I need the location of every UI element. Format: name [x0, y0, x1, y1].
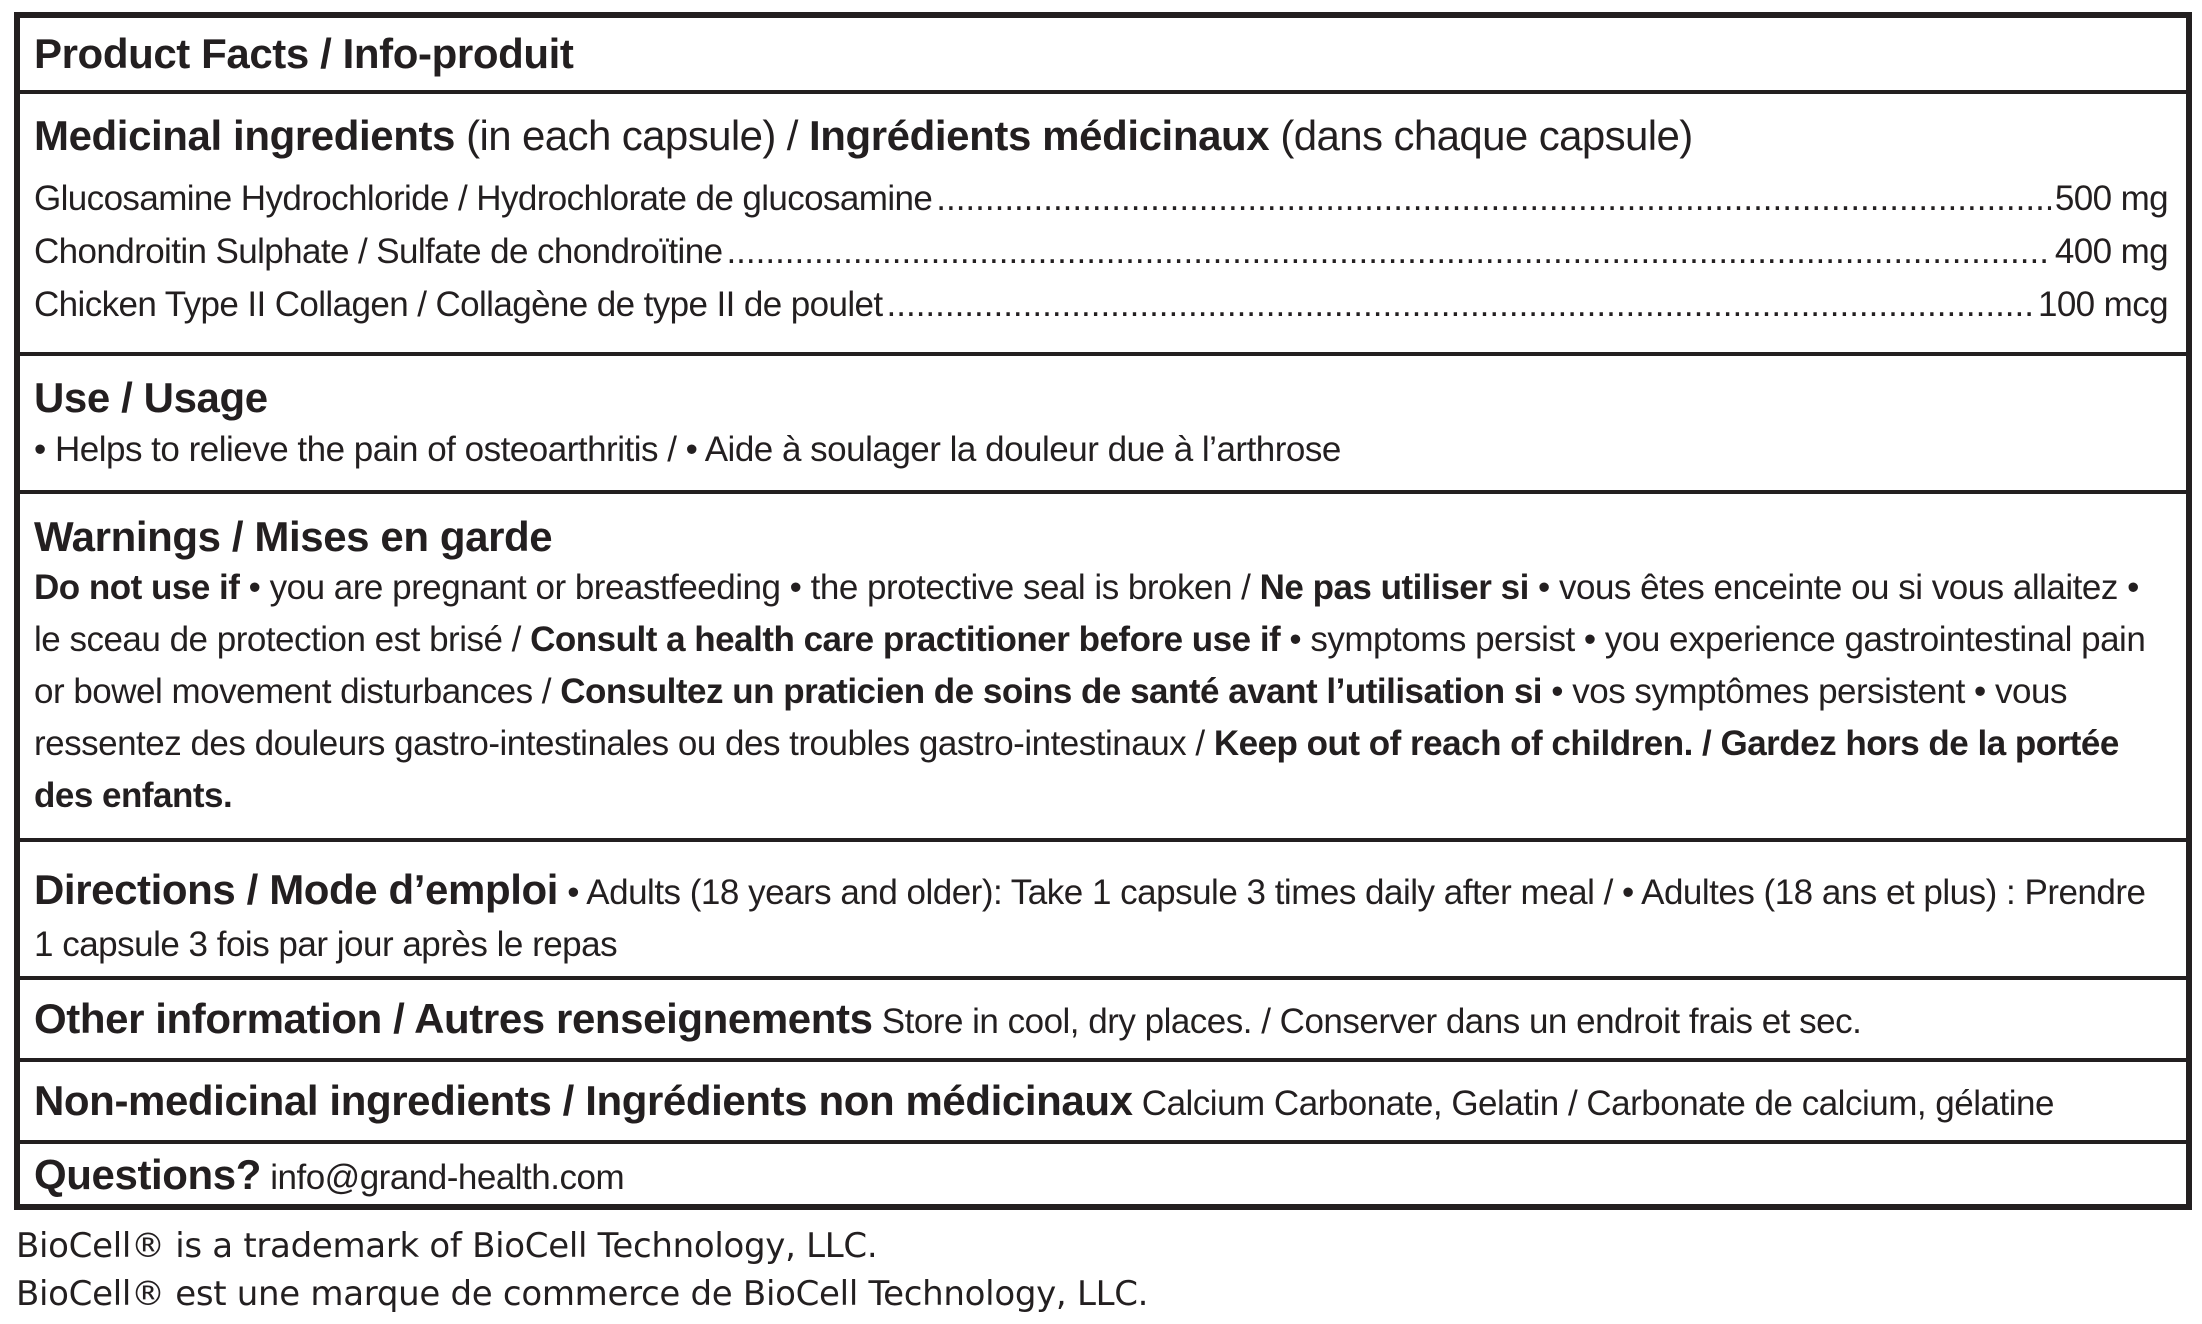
questions-heading: Questions?: [34, 1151, 262, 1198]
use-heading: Use / Usage: [34, 374, 268, 421]
questions-section: [20, 1144, 2186, 1204]
use-text: • Helps to relieve the pain of osteoarthritis / • Aide à soulager la douleur due à l’arthrose: [34, 430, 1341, 469]
warnings-part-2: • vous êtes enceinte ou si vous allaitez • le sceau de protection est brisé /: [34, 568, 2139, 659]
directions-heading: Directions / Mode d’emploi: [34, 866, 558, 913]
do-not-use-label: Do not use if: [34, 568, 240, 607]
dot-leader: [936, 172, 2051, 225]
other-information-section: [20, 980, 2186, 1062]
consult-fr-label: Consultez un praticien de soins de santé avant l’utilisation si: [560, 672, 1543, 711]
non-medicinal-row: [34, 1062, 2186, 1144]
other-information-heading: Other information / Autres renseignements: [34, 995, 873, 1042]
warnings-part-1: • you are pregnant or breastfeeding • the protective seal is broken /: [239, 568, 1260, 607]
dot-leader: [726, 225, 2050, 278]
ingredient-amount: 500 mg: [2054, 179, 2168, 218]
warnings-heading: Warnings / Mises en garde: [34, 513, 553, 560]
medicinal-ingredients-section: [20, 94, 2186, 356]
contact-email: info@grand-health.com: [261, 1158, 625, 1197]
product-facts-panel: [14, 12, 2192, 1210]
non-medicinal-heading: Non-medicinal ingredients / Ingrédients non médicinaux: [34, 1077, 1133, 1124]
other-information-row: [34, 980, 2186, 1062]
panel-title: Product Facts / Info-produit: [34, 30, 574, 77]
ne-pas-utiliser-label: Ne pas utiliser si: [1259, 568, 1529, 607]
ingredient-row: [34, 278, 2186, 331]
warnings-section: [20, 494, 2186, 842]
ingredient-amount: 100 mcg: [2037, 285, 2168, 324]
dot-leader: [887, 278, 2034, 331]
non-medicinal-section: [20, 1062, 2186, 1144]
directions-section: [20, 842, 2186, 980]
warnings-part-3: • symptoms persist • you experience gastrointestinal pain or bowel movement disturbances /: [34, 620, 2146, 711]
heading-note-en: (in each capsule) /: [455, 112, 809, 159]
heading-en: Medicinal ingredients: [34, 112, 456, 159]
ingredient-amount: 400 mg: [2054, 232, 2168, 271]
questions-row: [34, 1144, 2186, 1204]
heading-note-fr: (dans chaque capsule): [1269, 112, 1693, 159]
warnings-part-4: • vos symptômes persistent • vous ressentez des douleurs gastro-intestinales ou des troubles gastro-intestinaux /: [34, 672, 2067, 763]
other-information-text: Store in cool, dry places. / Conserver dans un endroit frais et sec.: [872, 1002, 1862, 1041]
trademark-note-en: BioCell® is a trademark of BioCell Technology, LLC.: [16, 1226, 878, 1266]
trademark-note-fr: BioCell® est une marque de commerce de BioCell Technology, LLC.: [16, 1274, 1149, 1314]
ingredient-name: Chondroitin Sulphate / Sulfate de chondroïtine: [34, 232, 723, 271]
heading-fr: Ingrédients médicinaux: [808, 112, 1270, 159]
consult-en-label: Consult a health care practitioner before use if: [530, 620, 1281, 659]
ingredient-row: [34, 172, 2186, 225]
medicinal-ingredients-heading: [34, 110, 2186, 172]
ingredient-name: Glucosamine Hydrochloride / Hydrochlorate de glucosamine: [34, 179, 933, 218]
ingredient-name: Chicken Type II Collagen / Collagène de type II de poulet: [34, 285, 883, 324]
title-section: [20, 18, 2186, 94]
directions-body: • Adults (18 years and older): Take 1 capsule 3 times daily after meal / • Adultes (18 ans et plus) : Prendre 1 capsule 3 fois par jour après le repas: [34, 873, 2146, 964]
directions-text: [34, 864, 2146, 971]
non-medicinal-text: Calcium Carbonate, Gelatin / Carbonate de calcium, gélatine: [1132, 1084, 2054, 1123]
use-section: [20, 356, 2186, 494]
ingredient-row: [34, 225, 2186, 278]
warnings-text: [34, 562, 2156, 822]
keep-out-of-reach: Keep out of reach of children. / Gardez hors de la portée des enfants.: [34, 724, 2119, 815]
